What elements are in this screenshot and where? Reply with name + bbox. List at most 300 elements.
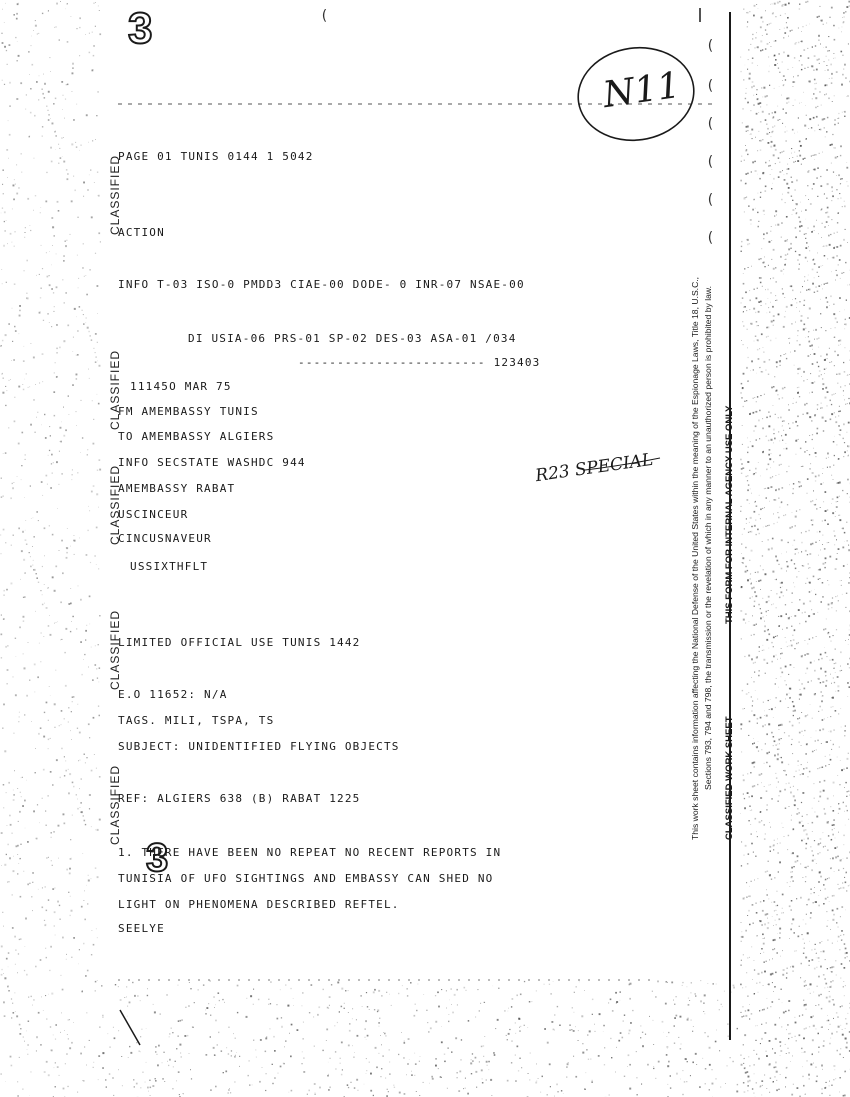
speckle xyxy=(769,766,771,768)
speckle xyxy=(348,1045,350,1047)
speckle xyxy=(51,326,52,327)
speckle xyxy=(17,3,19,5)
speckle xyxy=(404,1041,405,1042)
speckle xyxy=(758,358,760,360)
speckle xyxy=(777,753,779,755)
speckle xyxy=(830,64,832,66)
speckle xyxy=(808,336,809,337)
speckle xyxy=(847,493,848,494)
speckle xyxy=(776,338,777,339)
speckle xyxy=(750,772,751,773)
speckle xyxy=(46,106,47,107)
speckle xyxy=(788,248,790,250)
speckle xyxy=(798,552,799,553)
speckle xyxy=(815,107,817,109)
speckle xyxy=(536,1064,537,1065)
speckle xyxy=(831,82,833,84)
speckle xyxy=(109,1047,110,1048)
speckle xyxy=(823,118,825,120)
speckle xyxy=(799,221,801,223)
speckle xyxy=(758,514,759,515)
speckle xyxy=(804,640,805,641)
speckle xyxy=(83,1080,84,1081)
speckle xyxy=(820,356,821,357)
speckle xyxy=(848,644,849,645)
speckle xyxy=(487,1065,488,1066)
speckle xyxy=(789,697,791,699)
speckle xyxy=(585,1089,586,1090)
speckle xyxy=(745,173,747,175)
speckle xyxy=(773,745,774,746)
speckle xyxy=(835,856,837,858)
speckle xyxy=(758,580,760,582)
speckle xyxy=(239,1066,240,1067)
speckle xyxy=(789,938,790,939)
speckle xyxy=(788,69,789,70)
speckle xyxy=(366,992,367,993)
speckle xyxy=(655,996,657,998)
speckle xyxy=(842,882,843,883)
speckle xyxy=(747,1071,749,1073)
speckle xyxy=(755,501,756,502)
speckle xyxy=(806,985,807,986)
speckle xyxy=(353,1057,354,1058)
speckle xyxy=(774,215,775,216)
speckle xyxy=(825,879,827,881)
speckle xyxy=(837,553,838,554)
speckle xyxy=(389,1049,390,1050)
speckle xyxy=(747,381,748,382)
speckle xyxy=(821,1088,823,1090)
speckle xyxy=(1,553,2,554)
speckle xyxy=(819,153,820,154)
speckle xyxy=(95,555,96,556)
speckle xyxy=(814,339,815,340)
speckle xyxy=(830,400,832,402)
speckle xyxy=(826,131,827,132)
speckle xyxy=(13,14,15,16)
speckle xyxy=(815,83,816,84)
speckle xyxy=(797,132,798,133)
speckle xyxy=(741,931,742,932)
speckle xyxy=(822,152,823,153)
speckle xyxy=(42,136,43,137)
speckle xyxy=(14,283,16,285)
speckle xyxy=(815,693,816,694)
speckle xyxy=(762,262,763,263)
speckle xyxy=(845,1038,847,1040)
speckle xyxy=(805,550,807,552)
speckle xyxy=(821,105,822,106)
speckle xyxy=(808,355,810,357)
speckle xyxy=(770,467,771,468)
speckle xyxy=(268,1004,269,1005)
speckle xyxy=(808,128,809,129)
speckle xyxy=(14,733,15,734)
speckle xyxy=(214,1007,215,1008)
speckle xyxy=(54,727,55,728)
speckle xyxy=(752,786,754,788)
speckle xyxy=(362,1006,363,1007)
speckle xyxy=(60,441,62,443)
speckle xyxy=(763,938,764,939)
speckle xyxy=(758,604,760,606)
speckle xyxy=(70,588,71,589)
speckle xyxy=(842,27,843,28)
speckle xyxy=(415,1004,416,1005)
speckle xyxy=(832,895,833,896)
speckle xyxy=(89,1040,90,1041)
speckle xyxy=(61,540,63,542)
speckle xyxy=(748,267,749,268)
speckle xyxy=(70,631,71,632)
speckle xyxy=(328,1062,329,1063)
speckle xyxy=(88,880,90,882)
speckle xyxy=(627,1066,628,1067)
speckle xyxy=(743,325,745,327)
speckle xyxy=(762,97,763,98)
speckle xyxy=(20,82,22,84)
speckle xyxy=(74,535,75,536)
speckle xyxy=(843,835,845,837)
speckle xyxy=(786,571,787,572)
speckle xyxy=(770,699,771,700)
speckle xyxy=(620,1032,622,1034)
speckle xyxy=(844,64,846,66)
speckle xyxy=(781,435,782,436)
speckle xyxy=(91,878,92,879)
speckle xyxy=(784,174,785,175)
speckle xyxy=(38,582,39,583)
speckle xyxy=(114,1037,116,1039)
speckle xyxy=(781,539,783,541)
speckle xyxy=(767,43,769,45)
speckle xyxy=(829,556,831,558)
speckle xyxy=(776,787,777,788)
speckle xyxy=(87,454,88,455)
speckle xyxy=(826,56,827,57)
speckle xyxy=(13,856,14,857)
speckle xyxy=(837,156,838,157)
speckle xyxy=(776,745,777,746)
speckle xyxy=(754,591,756,593)
speckle xyxy=(772,13,774,15)
speckle xyxy=(775,414,776,415)
speckle xyxy=(810,704,811,705)
speckle xyxy=(92,32,93,33)
speckle xyxy=(762,35,763,36)
speckle xyxy=(747,244,749,246)
speckle xyxy=(831,186,833,188)
speckle xyxy=(831,839,832,840)
speckle xyxy=(743,1006,744,1007)
speckle xyxy=(758,103,760,105)
speckle xyxy=(844,328,845,329)
speckle xyxy=(800,320,802,322)
speckle xyxy=(818,905,820,907)
speckle xyxy=(737,1084,738,1085)
speckle xyxy=(848,545,849,546)
speckle xyxy=(820,129,822,131)
speckle xyxy=(72,616,73,617)
speckle xyxy=(792,545,793,546)
speckle xyxy=(774,911,775,912)
speckle xyxy=(835,960,836,961)
speckle xyxy=(731,992,732,993)
speckle xyxy=(759,821,761,823)
speckle xyxy=(775,59,777,61)
speckle xyxy=(70,730,71,731)
speckle xyxy=(764,394,765,395)
speckle xyxy=(179,1094,180,1095)
speckle xyxy=(777,512,778,513)
speckle xyxy=(753,308,755,310)
speckle xyxy=(772,112,773,113)
speckle xyxy=(760,192,761,193)
speckle xyxy=(833,1018,834,1019)
speckle xyxy=(758,8,759,9)
speckle xyxy=(771,321,773,323)
speckle xyxy=(799,60,800,61)
speckle xyxy=(46,825,47,826)
speckle xyxy=(84,276,85,277)
speckle xyxy=(748,357,749,358)
speckle xyxy=(14,936,16,938)
speckle xyxy=(812,751,814,753)
speckle xyxy=(78,586,79,587)
speckle xyxy=(749,597,751,599)
speckle xyxy=(352,1046,353,1047)
speckle xyxy=(792,635,793,636)
speckle xyxy=(778,488,780,490)
speckle xyxy=(786,443,787,444)
speckle xyxy=(769,458,771,460)
speckle xyxy=(150,1095,151,1096)
speckle xyxy=(796,577,797,578)
speckle xyxy=(653,1066,654,1067)
speckle xyxy=(838,123,839,124)
speckle xyxy=(19,1033,21,1035)
speckle xyxy=(740,511,741,512)
speckle xyxy=(750,573,751,574)
speckle xyxy=(758,992,759,993)
speckle xyxy=(32,872,34,874)
speckle xyxy=(751,696,752,697)
speckle xyxy=(748,853,750,855)
speckle xyxy=(127,1016,128,1017)
speckle xyxy=(742,468,743,469)
speckle xyxy=(741,544,742,545)
speckle xyxy=(793,483,794,484)
speckle xyxy=(835,280,836,281)
speckle xyxy=(472,1060,473,1061)
speckle xyxy=(364,1084,365,1085)
speckle xyxy=(809,1026,810,1027)
speckle xyxy=(57,1066,59,1068)
speckle xyxy=(786,1067,788,1069)
speckle xyxy=(813,1063,814,1064)
speckle xyxy=(753,15,755,17)
speckle xyxy=(798,117,799,118)
speckle xyxy=(809,416,811,418)
speckle xyxy=(667,1065,669,1067)
speckle xyxy=(791,645,793,647)
speckle xyxy=(800,145,802,147)
speckle xyxy=(129,1046,130,1047)
speckle xyxy=(786,22,787,23)
speckle xyxy=(760,40,762,42)
speckle xyxy=(825,675,826,676)
speckle xyxy=(203,984,205,986)
speckle xyxy=(849,630,850,631)
speckle xyxy=(836,71,838,73)
speckle xyxy=(747,683,748,684)
speckle xyxy=(827,183,829,185)
speckle xyxy=(642,1032,643,1033)
speckle xyxy=(749,309,750,310)
speckle xyxy=(709,1089,710,1090)
speckle xyxy=(833,1004,835,1006)
speckle xyxy=(318,1006,320,1008)
speckle xyxy=(59,347,61,349)
speckle xyxy=(761,305,762,306)
speckle xyxy=(92,930,93,931)
speckle xyxy=(92,140,93,141)
speckle xyxy=(830,1038,831,1039)
speckle xyxy=(154,1011,156,1013)
speckle xyxy=(35,25,37,27)
speckle xyxy=(4,1015,6,1017)
speckle xyxy=(225,1071,227,1073)
speckle xyxy=(32,1005,33,1006)
speckle xyxy=(828,821,829,822)
speckle xyxy=(747,579,749,581)
speckle xyxy=(707,1036,709,1038)
speckle xyxy=(55,1024,57,1026)
speckle xyxy=(824,780,826,782)
speckle xyxy=(785,79,786,80)
speckle xyxy=(799,926,800,927)
speckle xyxy=(760,476,761,477)
speckle xyxy=(845,825,846,826)
speckle xyxy=(751,550,753,552)
speckle xyxy=(337,1022,338,1023)
speckle xyxy=(771,169,772,170)
speckle xyxy=(809,591,811,593)
speckle xyxy=(756,32,757,33)
speckle xyxy=(764,711,765,712)
speckle xyxy=(757,150,758,151)
speckle xyxy=(786,1029,787,1030)
speckle xyxy=(36,577,38,579)
speckle xyxy=(757,571,759,573)
speckle xyxy=(818,366,819,367)
speckle xyxy=(22,777,23,778)
speckle xyxy=(807,776,808,777)
speckle xyxy=(266,1073,267,1074)
speckle xyxy=(687,1019,689,1021)
speckle xyxy=(797,425,798,426)
speckle xyxy=(401,1032,402,1033)
speckle xyxy=(832,597,833,598)
speckle xyxy=(389,1074,390,1075)
speckle xyxy=(798,330,799,331)
speckle xyxy=(846,593,847,594)
speckle xyxy=(773,646,774,647)
speckle xyxy=(97,938,98,939)
speckle xyxy=(612,1010,614,1012)
speckle xyxy=(793,81,795,83)
speckle xyxy=(23,654,24,655)
speckle xyxy=(759,646,760,647)
speckle xyxy=(25,946,26,947)
speckle xyxy=(341,1074,343,1076)
speckle xyxy=(265,1090,266,1091)
speckle xyxy=(776,1071,778,1073)
speckle xyxy=(809,1078,810,1079)
speckle xyxy=(83,659,84,660)
speckle xyxy=(774,755,776,757)
speckle xyxy=(783,151,784,152)
speckle xyxy=(322,1050,323,1051)
speckle xyxy=(843,362,844,363)
speckle xyxy=(765,1051,766,1052)
speckle xyxy=(770,4,771,5)
speckle xyxy=(769,359,770,360)
speckle xyxy=(742,562,743,563)
speckle xyxy=(62,156,63,157)
speckle xyxy=(817,253,818,254)
speckle xyxy=(828,835,829,836)
speckle xyxy=(302,992,303,993)
side-stamp: CLASSIFIED xyxy=(108,609,122,690)
speckle xyxy=(841,940,842,941)
speckle xyxy=(774,840,775,841)
speckle xyxy=(841,670,842,671)
speckle xyxy=(833,25,835,27)
speckle xyxy=(709,1047,711,1049)
speckle xyxy=(415,1063,417,1065)
speckle xyxy=(781,502,783,504)
speckle xyxy=(829,362,830,363)
speckle xyxy=(818,843,819,844)
speckle xyxy=(33,399,35,401)
speckle xyxy=(752,762,754,764)
speckle xyxy=(696,1064,697,1065)
speckle xyxy=(253,989,254,990)
speckle xyxy=(48,10,49,11)
speckle xyxy=(762,21,764,23)
speckle xyxy=(71,910,73,912)
speckle xyxy=(832,980,833,981)
speckle xyxy=(60,441,61,442)
speckle xyxy=(40,959,42,961)
speckle xyxy=(15,694,17,696)
speckle xyxy=(816,499,817,500)
speckle xyxy=(76,629,77,630)
speckle xyxy=(26,94,27,95)
speckle xyxy=(747,792,749,794)
speckle xyxy=(69,873,71,875)
speckle xyxy=(399,1092,401,1094)
speckle xyxy=(67,3,68,4)
speckle xyxy=(83,196,84,197)
speckle xyxy=(774,126,775,127)
speckle xyxy=(742,122,743,123)
speckle xyxy=(493,1052,495,1054)
speckle xyxy=(133,1079,134,1080)
speckle xyxy=(782,950,783,951)
